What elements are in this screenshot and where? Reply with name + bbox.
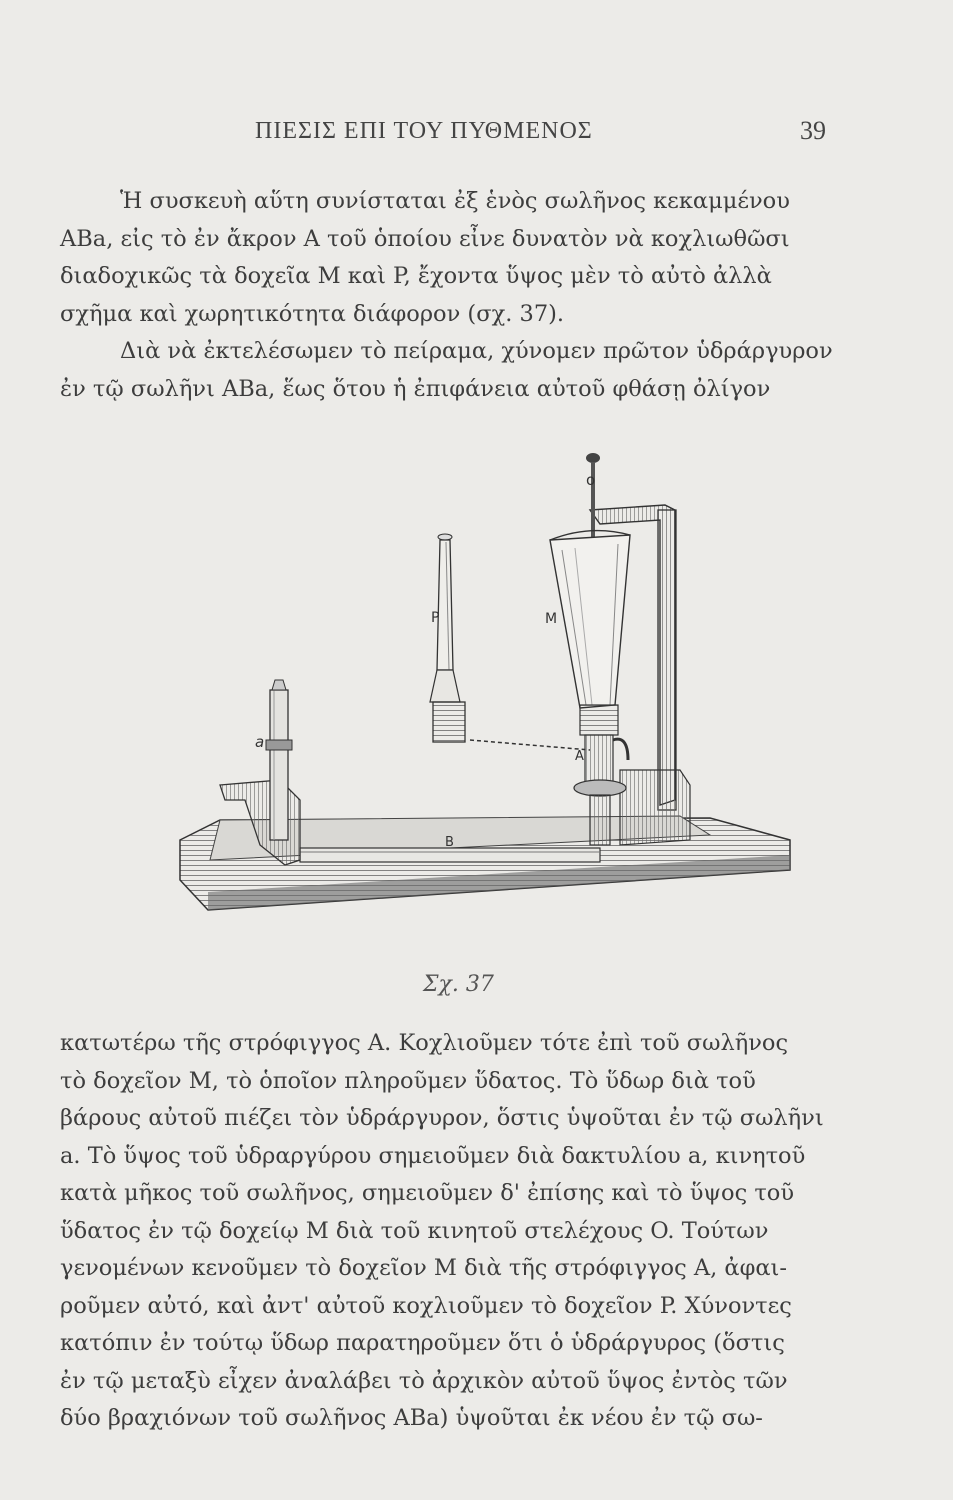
text-line: a. Τὸ ὕψος τοῦ ὑδραργύρου σημειοῦμεν διὰ δακτυλίου a, κινητοῦ: [60, 1142, 806, 1169]
vessel-m: [550, 531, 630, 845]
tube-b: [300, 848, 600, 862]
running-head: ΠΙΕΣΙΣ ΕΠΙ ΤΟΥ ΠΥΘΜΕΝΟΣ: [255, 118, 593, 144]
text-line: βάρους αὐτοῦ πιέζει τὸν ὑδράργυρον, ὅστις ὑψοῦται ἐν τῷ σωλῆνι: [60, 1105, 824, 1131]
text-line: γενομένων κενοῦμεν τὸ δοχεῖον M διὰ τῆς στρόφιγγος A, ἀφαι-: [60, 1255, 787, 1281]
text-line: δύο βραχιόνων τοῦ σωλῆνος ABa) ὑψοῦται ἐκ νέου ἐν τῷ σω-: [60, 1405, 763, 1431]
text-line: Ἡ συσκευὴ αὕτη συνίσταται ἐξ ἑνὸς σωλῆνος κεκαμμένου: [120, 188, 790, 214]
paragraph-top: [60, 183, 850, 408]
text-line: κατωτέρω τῆς στρόφιγγος A. Κοχλιοῦμεν τότε ἐπὶ τοῦ σωλῆνος: [60, 1030, 789, 1056]
label-m: M: [545, 611, 558, 627]
text-line: ἐν τῷ σωλῆνι ABa, ἕως ὅτου ἡ ἐπιφάνεια αὐτοῦ φθάσῃ ὀλίγον: [60, 375, 771, 402]
text-line: κατόπιν ἐν τούτῳ ὕδωρ παρατηροῦμεν ὅτι ὁ ὑδράργυρος (ὅστις: [60, 1330, 785, 1356]
text-line: ἐν τῷ μεταξὺ εἶχεν ἀναλάβει τὸ ἀρχικὸν αὐτοῦ ὕψος ἐντὸς τῶν: [60, 1367, 788, 1394]
label-b: B: [445, 835, 454, 850]
text-line: ὕδατος ἐν τῷ δοχείῳ M διὰ τοῦ κινητοῦ στελέχους O. Τούτων: [60, 1217, 769, 1244]
text-line: τὸ δοχεῖον M, τὸ ὁποῖον πληροῦμεν ὕδατος. Τὸ ὕδωρ διὰ τοῦ: [60, 1067, 756, 1094]
label-a-cap: A: [575, 749, 584, 764]
figure-37: [150, 440, 860, 970]
figure-caption: Σχ. 37: [423, 972, 494, 997]
text-line: ABa, εἰς τὸ ἐν ἄκρον A τοῦ ὁποίου εἶνε δυνατὸν νὰ κοχλιωθῶσι: [60, 225, 790, 252]
text-line: ροῦμεν αὐτό, καὶ ἀντ' αὐτοῦ κοχλιοῦμεν τὸ δοχεῖον P. Χύνοντες: [60, 1292, 792, 1319]
text-line: σχῆμα καὶ χωρητικότητα διάφορον (σχ. 37).: [60, 300, 565, 327]
text-line: κατὰ μῆκος τοῦ σωλῆνος, σημειοῦμεν δ' ἐπίσης καὶ τὸ ὕψος τοῦ: [60, 1180, 795, 1206]
level-dashed-line: [470, 740, 590, 750]
text-line: διαδοχικῶς τὰ δοχεῖα M καὶ P, ἔχοντα ὕψος μὲν τὸ αὐτὸ ἀλλὰ: [60, 263, 772, 289]
label-p: P: [431, 610, 440, 626]
text-line: Διὰ νὰ ἐκτελέσωμεν τὸ πείραμα, χύνομεν πρῶτον ὑδράργυρον: [120, 338, 833, 364]
apparatus-illustration: [150, 440, 860, 970]
label-o: o: [586, 471, 596, 489]
paragraph-bottom: [60, 1025, 850, 1438]
vessel-p: [430, 534, 465, 742]
label-a-small: a: [255, 733, 265, 751]
page-number: 39: [800, 116, 826, 145]
